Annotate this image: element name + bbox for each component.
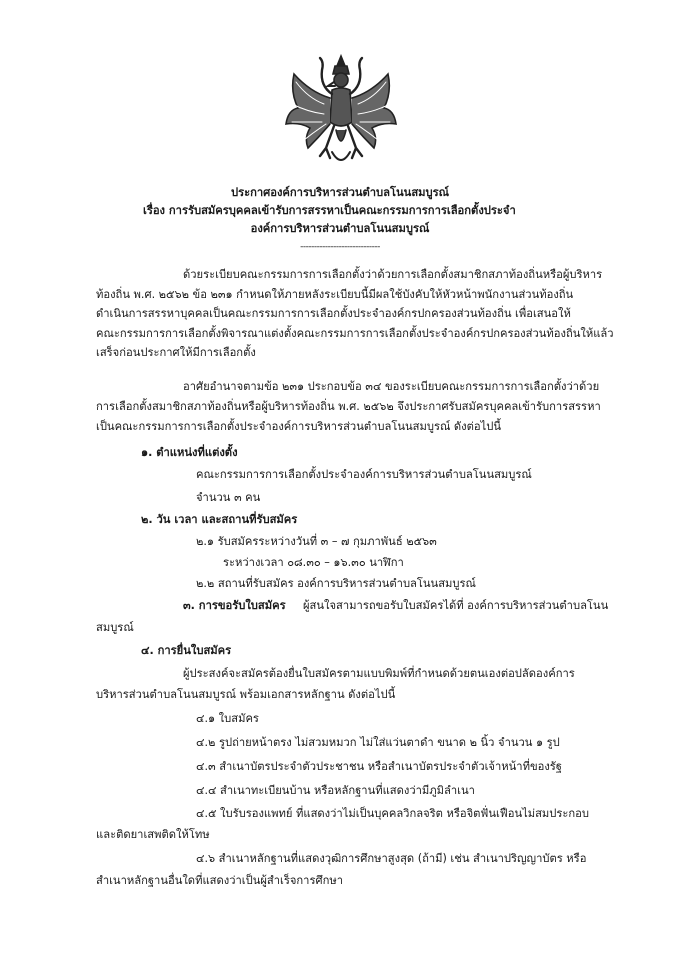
section-4-heading: ๔. การยื่นใบสมัคร bbox=[141, 644, 232, 657]
paragraph-1-line-4: คณะกรรมการการเลือกตั้งพิจารณาแต่งตั้งคณะกรรมการการเลือกตั้งประจำองค์กรปกครองส่วนท้องถิ่นให้แล้ว bbox=[96, 327, 614, 340]
section-4-item-5: ๔.๕ ใบรับรองแพทย์ ที่แสดงว่าไม่เป็นบุคคลวิกลจริต หรือจิตฟั่นเฟือนไม่สมประกอบ bbox=[196, 807, 590, 820]
section-4-intro-line-1: ผู้ประสงค์จะสมัครต้องยื่นใบสมัครตามแบบพิมพ์ที่กำหนดด้วยตนเองต่อปลัดองค์การ bbox=[183, 667, 575, 680]
section-2-2: ๒.๒ สถานที่รับสมัคร องค์การบริหารส่วนตำบลโนนสมบูรณ์ bbox=[196, 577, 476, 590]
section-4-intro-line-2: บริหารส่วนตำบลโนนสมบูรณ์ พร้อมเอกสารหลักฐาน ดังต่อไปนี้ bbox=[96, 688, 396, 701]
paragraph-1-line-3: ดำเนินการสรรหาบุคคลเป็นคณะกรรมการการเลือกตั้งประจำองค์กรปกครองส่วนท้องถิ่น เพื่อเสนอให้ bbox=[96, 307, 571, 320]
section-4-item-3: ๔.๓ สำเนาบัตรประจำตัวประชาชน หรือสำเนาบัตรประจำตัวเจ้าหน้าที่ของรัฐ bbox=[196, 760, 562, 773]
paragraph-2-line-3: เป็นคณะกรรมการการเลือกตั้งประจำองค์การบริหารส่วนตำบลโนนสมบูรณ์ ดังต่อไปนี้ bbox=[96, 420, 502, 433]
section-4-item-1: ๔.๑ ใบสมัคร bbox=[196, 712, 259, 725]
announcement-subject-continued: องค์การบริหารส่วนตำบลโนนสมบูรณ์ bbox=[250, 222, 430, 235]
section-4-item-6-continued: สำเนาหลักฐานอื่นใดที่แสดงว่าเป็นผู้สำเร็จการศึกษา bbox=[96, 874, 343, 887]
section-1-line-1: คณะกรรมการการเลือกตั้งประจำองค์การบริหารส่วนตำบลโนนสมบูรณ์ bbox=[196, 468, 532, 481]
garuda-emblem-icon bbox=[280, 52, 402, 172]
section-3-text-continued: สมบูรณ์ bbox=[96, 621, 134, 634]
section-4-item-6: ๔.๖ สำเนาหลักฐานที่แสดงวุฒิการศึกษาสูงสุด (ถ้ามี) เช่น สำเนาปริญญาบัตร หรือ bbox=[196, 852, 587, 865]
section-2-heading: ๒. วัน เวลา และสถานที่รับสมัคร bbox=[141, 513, 298, 526]
paragraph-2-line-1: อาศัยอำนาจตามข้อ ๒๓๑ ประกอบข้อ ๓๔ ของระเบียบคณะกรรมการการเลือกตั้งว่าด้วย bbox=[183, 380, 600, 393]
header-separator: ----------------------------- bbox=[300, 242, 380, 252]
section-2-1: ๒.๑ รับสมัครระหว่างวันที่ ๓ – ๗ กุมภาพันธ์ ๒๕๖๓ bbox=[196, 535, 437, 548]
section-4-item-2: ๔.๒ รูปถ่ายหน้าตรง ไม่สวมหมวก ไม่ใส่แว่นตาดำ ขนาด ๒ นิ้ว จำนวน ๑ รูป bbox=[196, 736, 560, 749]
paragraph-1-line-1: ด้วยระเบียบคณะกรรมการการเลือกตั้งว่าด้วยการเลือกตั้งสมาชิกสภาท้องถิ่นหรือผู้บริหาร bbox=[183, 268, 603, 281]
announcement-subject: เรื่อง การรับสมัครบุคคลเข้ารับการสรรหาเป็นคณะกรรมการการเลือกตั้งประจำ bbox=[143, 204, 516, 217]
announcement-title: ประกาศองค์การบริหารส่วนตำบลโนนสมบูรณ์ bbox=[230, 186, 450, 199]
paragraph-1-line-5: เสร็จก่อนประกาศให้มีการเลือกตั้ง bbox=[96, 346, 256, 359]
section-3-heading: ๓. การขอรับใบสมัคร bbox=[183, 599, 286, 612]
section-3-text: ผู้สนใจสามารถขอรับใบสมัครได้ที่ องค์การบริหารส่วนตำบลโนน bbox=[303, 599, 609, 612]
paragraph-1-line-2: ท้องถิ่น พ.ศ. ๒๕๖๒ ข้อ ๒๓๑ กำหนดให้ภายหลังระเบียบนี้มีผลใช้บังคับให้หัวหน้าพนักงานส่วนท้องถิ่น bbox=[96, 288, 574, 301]
section-1-line-2: จำนวน ๓ คน bbox=[196, 491, 261, 504]
section-1-heading: ๑. ตำแหน่งที่แต่งตั้ง bbox=[141, 446, 238, 459]
section-2-1-time: ระหว่างเวลา ๐๘.๓๐ – ๑๖.๓๐ นาฬิกา bbox=[223, 556, 404, 569]
section-4-item-4: ๔.๔ สำเนาทะเบียนบ้าน หรือหลักฐานที่แสดงว่ามีภูมิลำเนา bbox=[196, 784, 475, 797]
paragraph-2-line-2: การเลือกตั้งสมาชิกสภาท้องถิ่นหรือผู้บริหารท้องถิ่น พ.ศ. ๒๕๖๒ จึงประกาศรับสมัครบุคคลเข้ารับการสรรหา bbox=[96, 400, 601, 413]
section-4-item-5-continued: และติดยาเสพติดให้โทษ bbox=[96, 828, 210, 841]
